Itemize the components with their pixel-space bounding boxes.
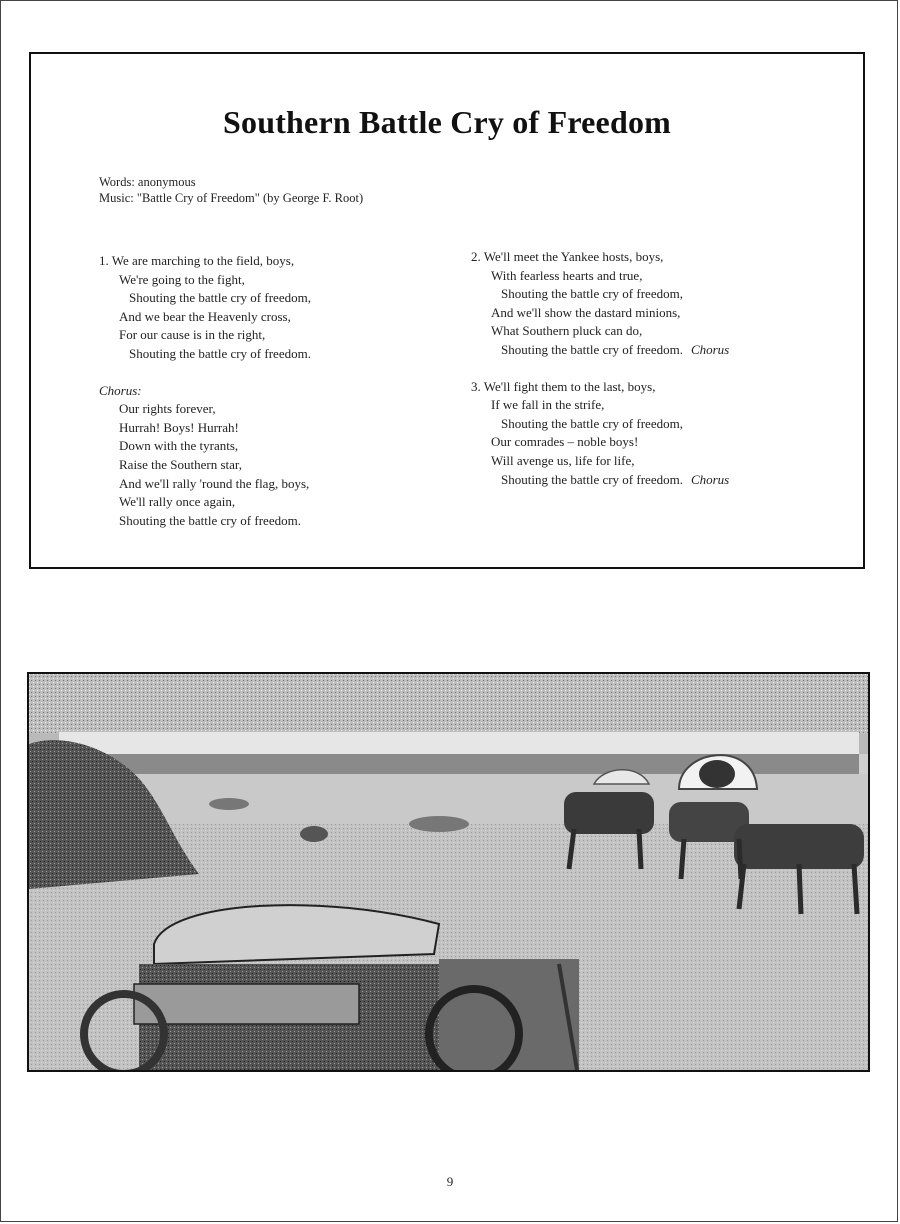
chorus-line: And we'll rally 'round the flag, boys, xyxy=(119,475,310,491)
camp-photo xyxy=(27,672,870,1072)
chorus-reference: Chorus xyxy=(690,341,730,357)
verse-2-line: And we'll show the dastard minions, xyxy=(491,304,681,320)
verse-2-last-line xyxy=(471,341,851,360)
verse-1-line: Shouting the battle cry of freedom, xyxy=(129,290,311,306)
left-column xyxy=(99,252,449,530)
verse-3-line: If we fall in the strife, xyxy=(491,397,605,413)
chorus-line: Raise the Southern star, xyxy=(119,456,242,472)
horse xyxy=(734,824,864,869)
verse-1-line: We're going to the fight, xyxy=(119,271,245,287)
chorus-line: Hurrah! Boys! Hurrah! xyxy=(119,419,239,435)
soldier-figure xyxy=(209,798,249,810)
soldier-figure xyxy=(300,826,328,842)
credits xyxy=(99,174,363,206)
verse-3-line: Shouting the battle cry of freedom, xyxy=(501,415,683,431)
verse-1-line: Shouting the battle cry of freedom. xyxy=(129,345,311,361)
treeline xyxy=(29,674,868,734)
music-credit: Music: "Battle Cry of Freedom" (by George F. Root) xyxy=(99,191,364,205)
right-column xyxy=(471,248,851,489)
verse-3-line: Shouting the battle cry of freedom. xyxy=(501,471,683,487)
chorus-label: Chorus: xyxy=(99,382,142,398)
stanza-gap xyxy=(471,360,851,378)
stanza-gap xyxy=(99,364,449,382)
chorus-line: Our rights forever, xyxy=(119,401,216,417)
wagon-opening xyxy=(699,760,735,788)
verse-2-line: What Southern pluck can do, xyxy=(491,323,643,339)
verse-3-line: 3. We'll fight them to the last, boys, xyxy=(471,378,656,394)
verse-2-line: Shouting the battle cry of freedom, xyxy=(501,286,683,302)
verse-1-line: And we bear the Heavenly cross, xyxy=(119,308,291,324)
verse-3-line: Will avenge us, life for life, xyxy=(491,452,635,468)
verse-3-last-line xyxy=(471,471,851,490)
verse-2-line: Shouting the battle cry of freedom. xyxy=(501,341,683,357)
song-title: Southern Battle Cry of Freedom xyxy=(223,104,671,140)
wagon-bed xyxy=(439,959,579,1070)
chorus-reference: Chorus xyxy=(690,471,730,487)
verse-1-line: For our cause is in the right, xyxy=(119,327,266,343)
chorus-line: Shouting the battle cry of freedom. xyxy=(119,512,301,528)
camp-photo-illustration xyxy=(29,674,868,1070)
chorus-line: Down with the tyrants, xyxy=(119,438,239,454)
verse-3-line: Our comrades – noble boys! xyxy=(491,434,639,450)
chorus-line: We'll rally once again, xyxy=(119,494,236,510)
wagon-seat xyxy=(134,984,359,1024)
page-number: 9 xyxy=(446,1174,454,1189)
horse xyxy=(564,792,654,834)
song-box xyxy=(29,52,865,569)
soldier-figure xyxy=(409,816,469,832)
verse-2-line: 2. We'll meet the Yankee hosts, boys, xyxy=(471,249,664,264)
verse-2-line: With fearless hearts and true, xyxy=(491,267,643,283)
verse-1-line: 1. We are marching to the field, boys, xyxy=(99,253,295,268)
words-credit: Words: anonymous xyxy=(99,175,196,189)
